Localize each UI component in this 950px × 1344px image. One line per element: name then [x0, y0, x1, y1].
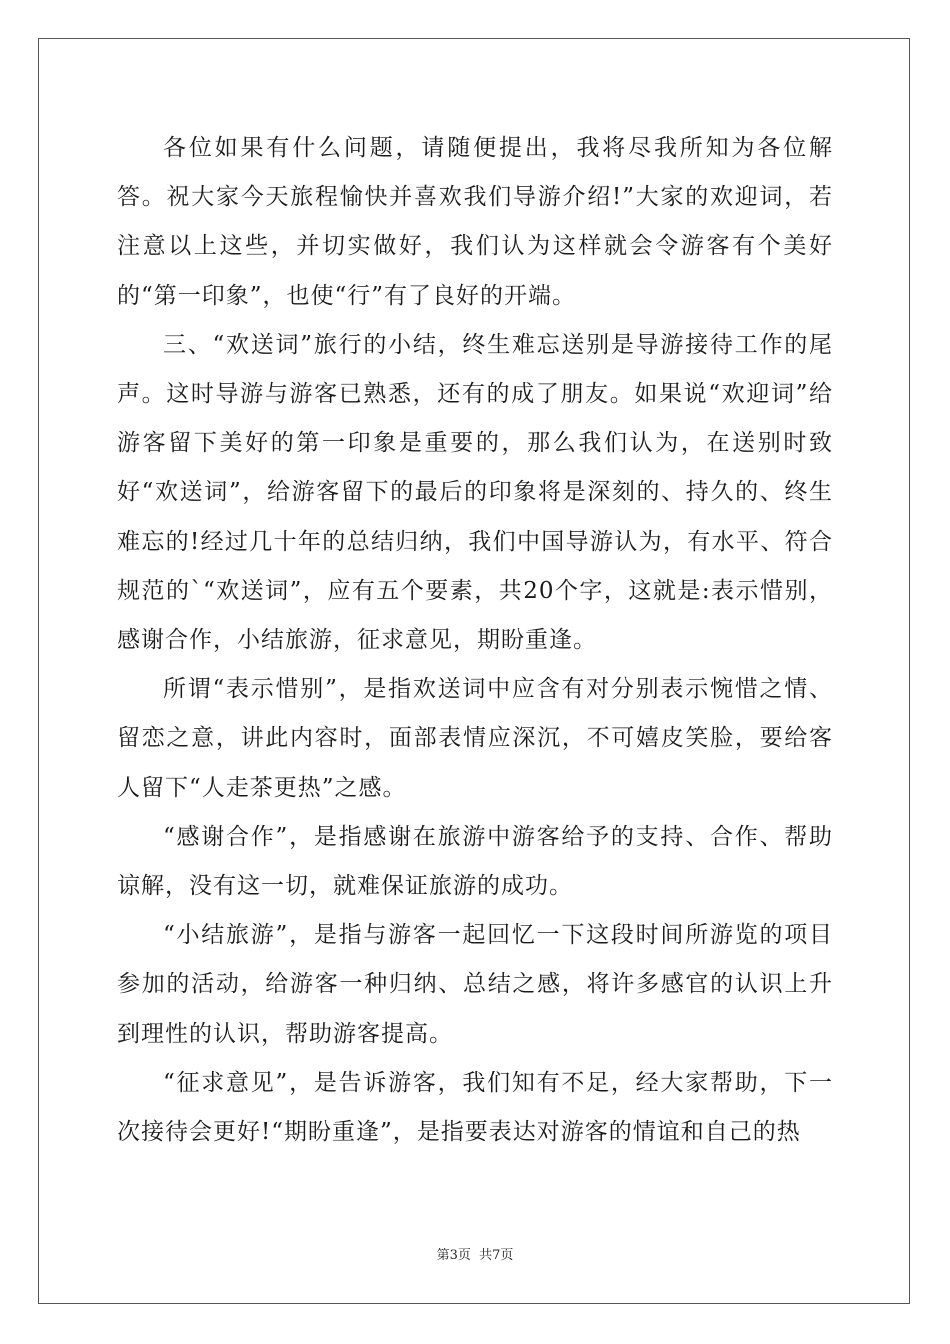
paragraph: “感谢合作”，是指感谢在旅游中游客给予的支持、合作、帮助谅解，没有这一切，就难保证旅游的成功。 [117, 823, 833, 900]
page-footer [0, 1247, 950, 1265]
paragraph: “征求意见”，是告诉游客，我们知有不足，经大家帮助，下一次接待会更好!“期盼重逢”，是指要表达对游客的情谊和自己的热 [117, 1069, 833, 1146]
paragraph: 各位如果有什么问题，请随便提出，我将尽我所知为各位解答。祝大家今天旅程愉快并喜欢我们导游介绍!”大家的欢迎词，若注意以上这些，并切实做好，我们认为这样就会令游客有个美好的“第一印象”，也使“行”有了良好的开端。 [117, 135, 833, 309]
current-page-label: 第3页 [436, 1248, 471, 1263]
total-pages-label: 共7页 [479, 1248, 514, 1263]
paragraph: 所谓“表示惜别”，是指欢送词中应含有对分别表示惋惜之情、留恋之意，讲此内容时，面部表情应深沉，不可嬉皮笑脸，要给客人留下“人走茶更热”之感。 [117, 676, 833, 801]
paragraph: “小结旅游”，是指与游客一起回忆一下这段时间所游览的项目参加的活动，给游客一种归纳、总结之感，将许多感官的认识上升到理性的认识，帮助游客提高。 [117, 922, 833, 1047]
document-body [117, 124, 833, 1157]
paragraph: 三、“欢送词”旅行的小结，终生难忘送别是导游接待工作的尾声。这时导游与游客已熟悉，还有的成了朋友。如果说“欢迎词”给游客留下美好的第一印象是重要的，那么我们认为，在送别时致好“欢送词”，给游客留下的最后的印象将是深刻的、持久的、终生难忘的!经过几十年的总结归纳，我们中国导游认为，有水平、符合规范的`“欢送词”，应有五个要素，共20个字，这就是:表示惜别，感谢合作，小结旅游，征求意见，期盼重逢。 [117, 331, 833, 654]
